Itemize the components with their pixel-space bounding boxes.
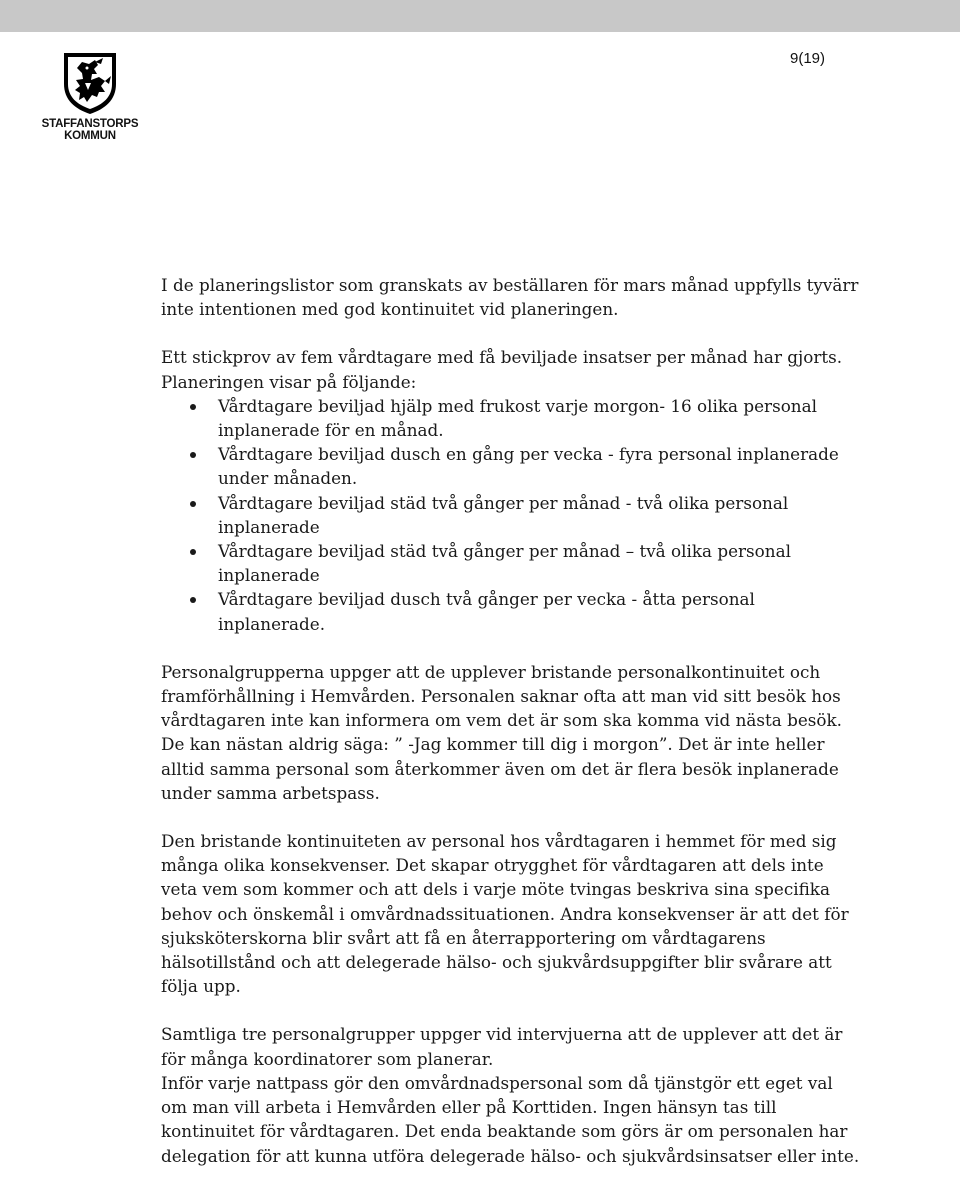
- bullet-icon: [190, 404, 196, 410]
- list-item: [161, 539, 861, 587]
- paragraph-5: Samtliga tre personalgrupper uppger vid intervjuerna att de upplever att det är för många koordinatorer som planerar.: [161, 1024, 843, 1069]
- logo-line-1: STAFFANSTORPS: [41, 118, 139, 130]
- list-item-text: Vårdtagare beviljad städ två gånger per månad – två olika personal inplanerade: [218, 541, 791, 586]
- paragraph-2-line-2: Planeringen visar på följande:: [161, 371, 417, 392]
- list-item: [161, 491, 861, 539]
- list-item-text: Vårdtagare beviljad städ två gånger per månad - två olika personal inplanerade: [218, 492, 789, 537]
- viewer-top-bar: [0, 0, 960, 32]
- findings-list: [161, 394, 861, 636]
- logo-line-2: KOMMUN: [64, 130, 116, 142]
- bullet-icon: [190, 549, 196, 555]
- paragraph-4: Den bristande kontinuiteten av personal hos vårdtagaren i hemmet för med sig många olika konsekvenser. Det skapar otrygghet för vårdtagaren att dels inte veta vem som kommer och att dels i varje möte tvingas beskriva sina specifika behov och önskemål i omvårdnadssituationen. Andra konsekvenser är att det för sjuksköterskorna blir svårt att få en återrapportering om vårdtagarens hälsotillstånd och att delegerade hälso- och sjukvårdsuppgifter blir svårare att följa upp.: [161, 831, 849, 997]
- page-number: 9(19): [790, 50, 826, 67]
- bullet-icon: [190, 452, 196, 458]
- paragraph-1: I de planeringslistor som granskats av beställaren för mars månad uppfylls tyvärr inte intentionen med god kontinuitet vid planeringen.: [161, 275, 859, 320]
- list-item-text: Vårdtagare beviljad dusch en gång per vecka - fyra personal inplanerade under månaden.: [218, 444, 839, 489]
- bullet-icon: [190, 501, 196, 507]
- paragraph-6: Inför varje nattpass gör den omvårdnadspersonal som då tjänstgör ett eget val om man vill arbeta i Hemvården eller på Korttiden. Ingen hänsyn tas till kontinuitet för vårdtagaren. Det enda beaktande som görs är om personalen har delegation för att kunna utföra delegerade hälso- och sjukvårdsinsatser eller inte.: [161, 1072, 860, 1166]
- list-item: [161, 394, 861, 442]
- paragraph-2-line-1: Ett stickprov av fem vårdtagare med få beviljade insatser per månad har gjorts.: [161, 347, 843, 368]
- list-item: [161, 442, 861, 490]
- coat-of-arms-icon: [61, 50, 119, 116]
- document-body: [161, 273, 861, 1168]
- municipality-logo: [40, 50, 140, 142]
- list-item-text: Vårdtagare beviljad hjälp med frukost varje morgon- 16 olika personal inplanerade för en månad.: [218, 395, 817, 441]
- bullet-icon: [190, 597, 196, 603]
- logo-text: [40, 118, 140, 142]
- paragraph-3: Personalgrupperna uppger att de upplever bristande personalkontinuitet och framförhållning i Hemvården. Personalen saknar ofta att man vid sitt besök hos vårdtagaren inte kan informera om vem det är som ska komma vid nästa besök. De kan nästan aldrig säga: ” -Jag kommer till dig i morgon”. Det är inte heller alltid samma personal som återkommer även om det är flera besök inplanerade under samma arbetspass.: [161, 661, 843, 803]
- list-item-text: Vårdtagare beviljad dusch två gånger per vecka - åtta personal inplanerade.: [218, 589, 755, 634]
- list-item: [161, 587, 861, 635]
